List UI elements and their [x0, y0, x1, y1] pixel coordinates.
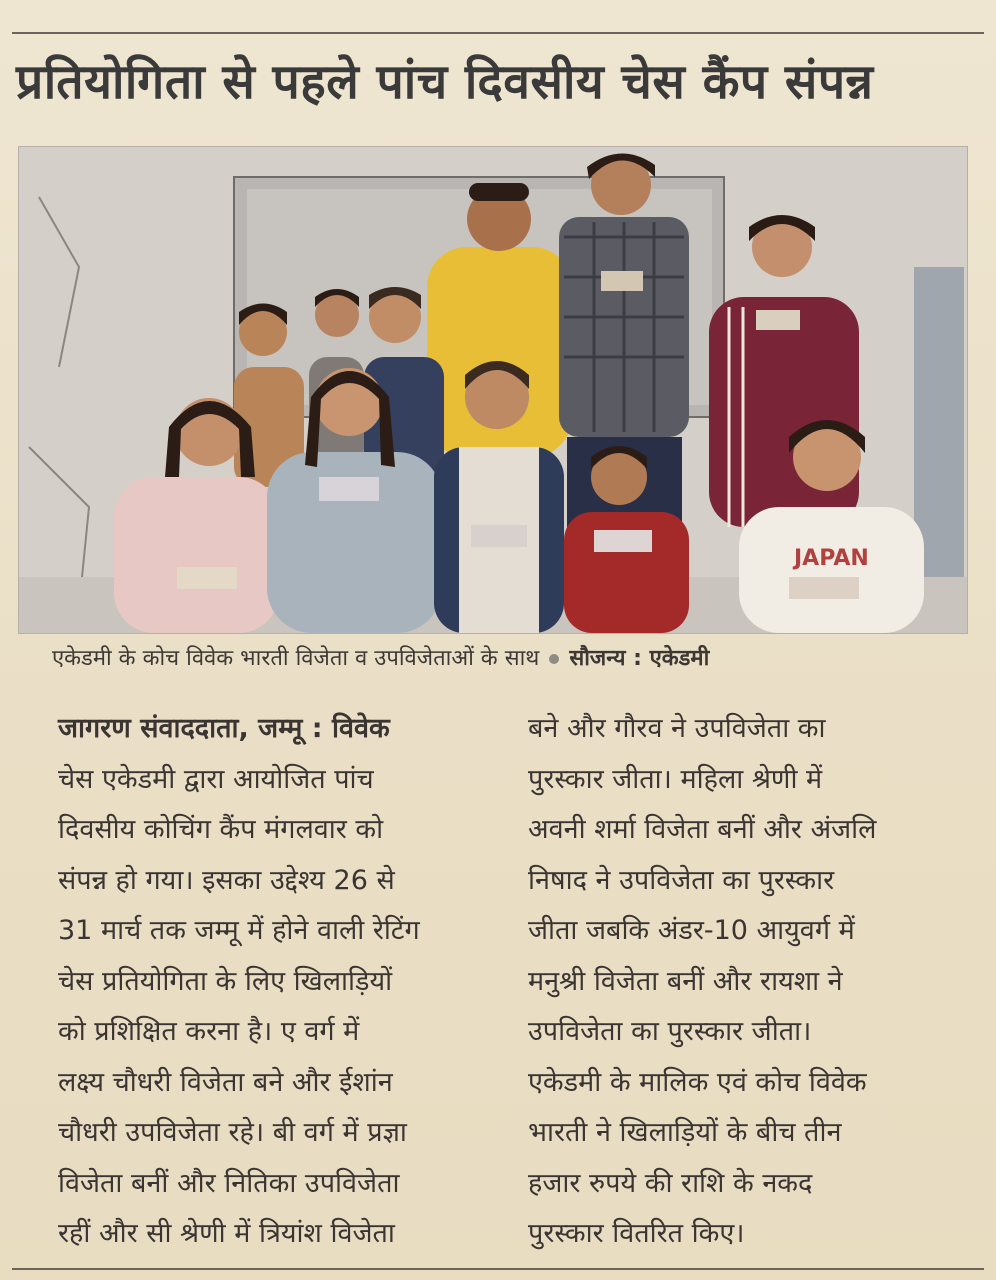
photo-caption [52, 642, 952, 676]
body-line: उपविजेता का पुरस्कार जीता। [528, 1016, 812, 1047]
body-line: रहीं और सी श्रेणी में त्रियांश विजेता [58, 1218, 395, 1249]
body-line: निषाद ने उपविजेता का पुरस्कार [528, 864, 835, 896]
body-line: पुरस्कार वितरित किए। [528, 1218, 745, 1249]
caption-separator-dot [549, 654, 559, 664]
top-rule [12, 32, 984, 34]
body-line: दिवसीय कोचिंग कैंप मंगलवार को [58, 814, 384, 845]
body-line: विजेता बनीं और नितिका उपविजेता [58, 1167, 400, 1199]
body-line: हजार रुपये की राशि के नकद [528, 1167, 813, 1199]
body-line: अवनी शर्मा विजेता बनीं और अंजलि [528, 814, 877, 845]
caption-text: एकेडमी के कोच विवेक भारती विजेता व उपविजेताओं के साथ [52, 646, 540, 671]
photo-illustration [19, 147, 967, 633]
body-line: भारती ने खिलाड़ियों के बीच तीन [528, 1117, 842, 1148]
bottom-rule [12, 1268, 984, 1270]
paragraph-left [58, 704, 498, 1260]
body-line: बने और गौरव ने उपविजेता का [528, 713, 826, 744]
body-line: चेस एकेडमी द्वारा आयोजित पांच [58, 763, 374, 795]
body-line: जीता जबकि अंडर-10 आयुवर्ग में [528, 915, 855, 946]
body-line: जागरण संवाददाता, जम्मू : विवेक [58, 713, 390, 744]
body-line: 31 मार्च तक जम्मू में होने वाली रेटिंग [58, 915, 420, 946]
body-line: पुरस्कार जीता। महिला श्रेणी में [528, 763, 823, 795]
body-line: चौधरी उपविजेता रहे। बी वर्ग में प्रज्ञा [58, 1117, 407, 1148]
body-line: मनुश्री विजेता बनीं और रायशा ने [528, 965, 843, 997]
article-column-left [58, 704, 498, 1260]
body-line: संपन्न हो गया। इसका उद्देश्य 26 से [58, 864, 395, 896]
article-column-right [528, 704, 968, 1260]
caption-credit: सौजन्य : एकेडमी [569, 646, 710, 671]
body-line: लक्ष्य चौधरी विजेता बने और ईशांन [58, 1066, 393, 1098]
body-line: को प्रशिक्षित करना है। ए वर्ग में [58, 1016, 360, 1047]
japan-shirt-text: JAPAN [794, 546, 869, 571]
body-line: एकेडमी के मालिक एवं कोच विवेक [528, 1066, 867, 1098]
news-photo [18, 146, 968, 634]
paragraph-right [528, 704, 968, 1260]
headline: प्रतियोगिता से पहले पांच दिवसीय चेस कैंप संपन्न [16, 54, 874, 110]
body-line: चेस प्रतियोगिता के लिए खिलाड़ियों [58, 965, 393, 997]
